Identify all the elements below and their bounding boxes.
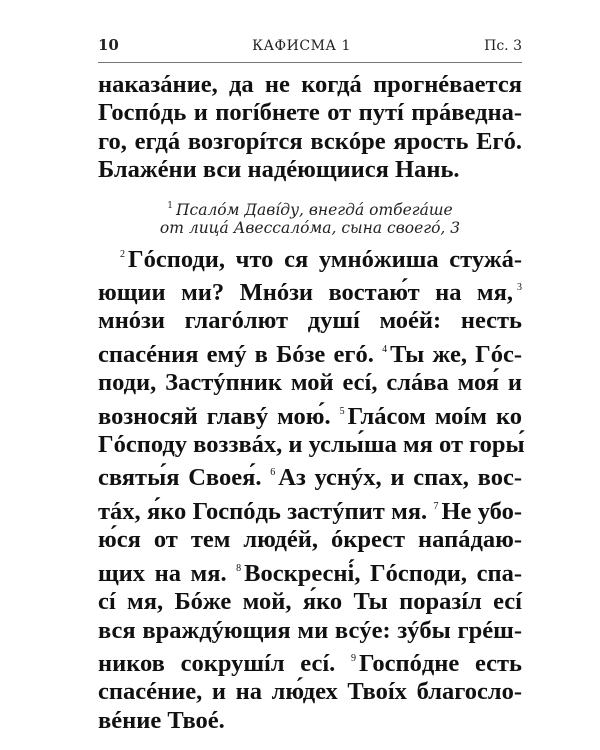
verse-number: 7 (433, 500, 439, 512)
text-line: $^2$ Гóсподи, что ся умнóжиша стужá- (120, 245, 522, 273)
verse-number: 8 (236, 562, 242, 574)
book-page (98, 36, 525, 735)
text-line: святы́я Своея́. $^6$ Аз уснýх, и спах, вос- (98, 464, 523, 492)
verse-number: 2 (120, 248, 125, 260)
text-line: сí мя, Бóже мой, я́ко Ты поразíл есí (98, 588, 522, 616)
previous-psalm-ending (98, 71, 522, 185)
text-line: поди, Застýпник мой есí, слáва моя́ и (98, 369, 522, 397)
psalm-3-text (98, 241, 525, 736)
text-line: ю́ся от тем людéй, óкрест напáдаю- (98, 526, 522, 554)
verse-number: 9 (350, 652, 356, 664)
verse-number: 1 (167, 200, 173, 211)
text-line: спасéния емý в Бóзе егó. $^4$ Ты же, Гóс- (98, 340, 523, 368)
text-line: вéние Твоé. (98, 706, 225, 734)
psalm-reference: Пс. 3 (484, 38, 522, 54)
verse-number: 4 (382, 343, 388, 355)
text-line: Блажéни вси надéющиися Нань. (98, 156, 460, 184)
page-number: 10 (98, 36, 119, 54)
superscription-line: Псалóм Давíду, внегдá отбегáше (176, 200, 453, 219)
text-line: наказáние, да не когдá прогнéвается (98, 71, 522, 98)
verse-number: 3 (517, 282, 522, 294)
text-line: ющии ми? Мнóзи востаю́т на мя, $^3$ (98, 279, 522, 307)
running-header (98, 36, 522, 63)
text-line: го, егдá возгорíтся вскóре ярость Егó. (98, 127, 522, 155)
text-line: ников сокрушíл есí. $^9$ Госпóдне есть (98, 649, 522, 677)
text-line: Госпóдь и погíбнете от путí прáведна- (98, 99, 522, 127)
text-line: спасéние, и на лю́дех Твоíх благосло- (98, 678, 522, 706)
text-line: Гóсподу воззвáх, и услы́ша мя от горы́ (98, 431, 525, 459)
psalm-superscription (98, 197, 522, 237)
running-title: КАФИСМА 1 (252, 38, 351, 54)
text-line: возносяй главý мою́. $^5$ Глáсом моíм ко (98, 402, 522, 430)
verse-number: 6 (270, 467, 276, 479)
verse-number: 5 (339, 405, 345, 417)
text-line: мнóзи глагóлют душí моéй: несть (98, 307, 522, 335)
page-body (98, 71, 525, 735)
superscription-line: от лицá Авессалóма, сына своегó, 3 (159, 218, 461, 237)
text-line: щих на мя. $^8$ Воскресні́, Гóсподи, спа- (98, 559, 523, 587)
text-line: тáх, я́ко Госпóдь застýпит мя. $^7$ Не убо- (98, 497, 522, 525)
text-line: вся враждýющия ми всýе: зýбы грéш- (98, 616, 522, 644)
